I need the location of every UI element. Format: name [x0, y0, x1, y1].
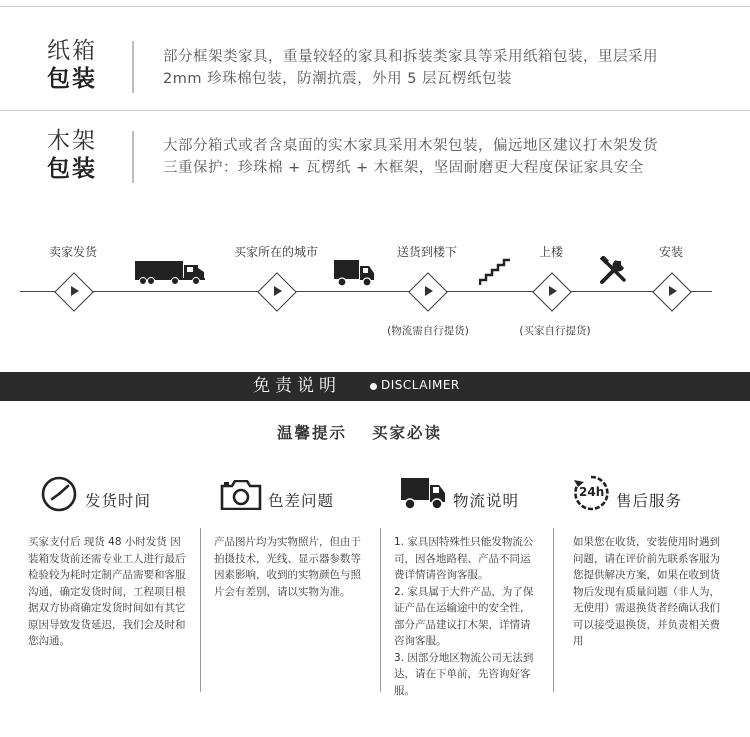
column-title-color-difference: 色差问题: [268, 492, 335, 510]
wood-frame-title: 木架 包装: [47, 128, 97, 182]
column-separator: [200, 528, 201, 692]
column-title-after-sales: 售后服务: [616, 492, 683, 510]
column-separator: [380, 528, 381, 692]
carton-title: 纸箱 包装: [47, 38, 97, 92]
carton-title-bar: [132, 41, 134, 93]
big-truck-icon: [135, 260, 207, 286]
step-label-upstairs: 上楼: [538, 245, 564, 259]
top-divider: [0, 6, 750, 7]
banner-english-title: DISCLAIMER: [381, 378, 460, 392]
stairs-icon: [479, 258, 511, 286]
column-text-logistics: 1. 家具因特殊性只能发物流公司，因各地路程、产品不同运费详情请咨询客服。 2. 家具属于大件产品，为了保证产品在运输途中的安全性，部分产品建议打木架，详情请咨询客服。 3. 因部分地区物流公司无法到达，请在下单前，先咨询好客服。: [394, 536, 534, 697]
clock-icon: [40, 475, 78, 513]
24h-icon: 24h: [572, 474, 610, 512]
step-label-downstairs: 送货到楼下: [396, 245, 458, 259]
camera-icon: [220, 480, 262, 510]
step-label-install: 安装: [658, 245, 684, 259]
step-note-downstairs: (物流需自行提货): [387, 325, 469, 337]
column-separator: [553, 528, 554, 692]
flow-line: [20, 291, 712, 292]
disclaimer-banner: [0, 372, 750, 401]
section-divider: [0, 110, 750, 111]
column-text-after-sales: 如果您在收货，安装使用时遇到问题，请在评价前先联系客服为您提供解决方案，如果在收到货物后发现有质量问题（非人为，无使用）需退换货者经确认我们可以接受退换货，并负责相关费用: [573, 536, 720, 647]
carton-description: 部分框架类家具，重量较轻的家具和拆装类家具等采用纸箱包装，里层采用 2mm 珍珠棉包装，防潮抗震，外用 5 层瓦楞纸包装: [163, 49, 658, 87]
column-text-shipping-time: 买家支付后 现货 48 小时发货 因装箱发货前还需专业工人进行最后检验较为耗时定制产品需要和客服沟通，确定发货时间，工程项目根据双方协商确定发货时间如有其它原因导致发货延迟，我们会及时和您沟通。: [28, 536, 186, 647]
banner-dot: [370, 383, 377, 390]
tools-icon: [598, 256, 628, 286]
banner-title: 免责说明: [253, 376, 341, 396]
notice-right: 买家必读: [372, 424, 443, 442]
column-title-shipping-time: 发货时间: [85, 492, 152, 510]
step-label-seller-ships: 卖家发货: [48, 245, 98, 259]
column-title-logistics: 物流说明: [453, 492, 520, 510]
step-label-buyer-city: 买家所在的城市: [233, 245, 319, 259]
small-truck-icon: [334, 258, 376, 288]
step-note-upstairs: (买家自行提货): [519, 325, 591, 337]
notice-left: 温馨提示: [277, 424, 348, 442]
column-text-color-difference: 产品图片均为实物照片，但由于拍摄技术，光线、显示器参数等因素影响，收到的实物颜色与照片会有差别，请以实物为准。: [214, 536, 361, 598]
wood-frame-title-bar: [132, 131, 134, 183]
wood-frame-description: 大部分箱式或者含桌面的实木家具采用木架包装，偏远地区建议打木架发货 三重保护：珍珠棉 + 瓦楞纸 + 木框架，坚固耐磨更大程度保证家具安全: [163, 138, 658, 176]
truck-icon: [401, 478, 447, 510]
